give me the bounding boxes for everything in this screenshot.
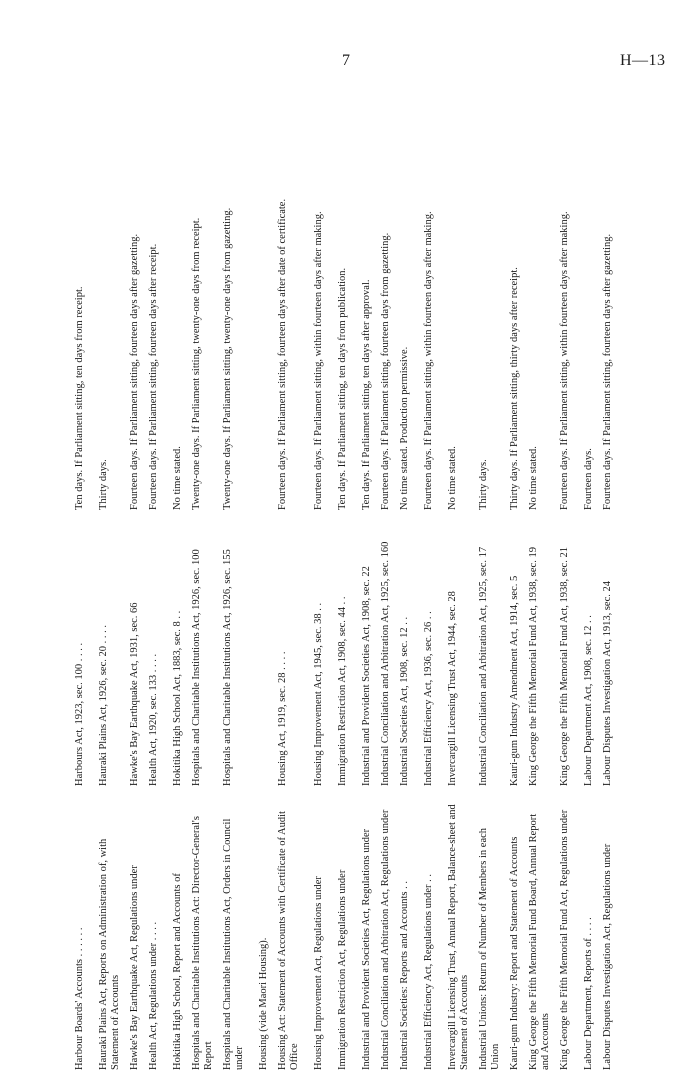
return-title: Industrial and Provident Societies Act, Regulations under: [361, 828, 372, 1070]
table-row: [423, 85, 435, 1070]
table-row: [98, 85, 122, 1070]
table-row: [583, 85, 595, 1070]
statutory-authority: Labour Department Act, 1908, sec. 12 . .: [583, 615, 594, 786]
paper-code: H—13: [620, 52, 666, 69]
return-title: Hospitals and Charitable Institutions Act, Orders in Council under: [222, 818, 245, 1070]
return-title: Industrial Efficiency Act, Regulations under . .: [423, 873, 434, 1070]
statutory-authority: Hauraki Plains Act, 1926, sec. 20 . . . .: [98, 625, 109, 786]
time-for-presentation: No time stated.: [172, 446, 183, 510]
statutory-authority: Industrial and Provident Societies Act, 1908, sec. 22: [361, 566, 372, 786]
statutory-authority: Health Act, 1920, sec. 133 . . . .: [148, 653, 159, 786]
time-for-presentation: Ten days. If Parliament sitting, ten days from publication.: [337, 267, 348, 510]
table-row: [602, 85, 614, 1070]
time-for-presentation: Ten days. If Parliament sitting, ten days from receipt.: [74, 286, 85, 510]
time-for-presentation: Ten days. If Parliament sitting, ten days after approval.: [361, 279, 372, 510]
return-title: Hawke's Bay Earthquake Act, Regulations under: [129, 865, 140, 1070]
return-title: Hauraki Plains Act, Reports on Administration of, with Statement of Accounts: [98, 838, 121, 1070]
return-title: Immigration Restriction Act, Regulations under: [337, 869, 348, 1070]
table-row: [509, 85, 521, 1070]
statutory-authority: Hawke's Bay Earthquake Act, 1931, sec. 66: [129, 602, 140, 786]
statutory-authority: Hokitika High School Act, 1883, sec. 8 . .: [172, 610, 183, 786]
time-for-presentation: Fourteen days. If Parliament sitting, fourteen days after receipt.: [148, 243, 159, 510]
table-row: [399, 85, 411, 1070]
statutory-returns-table: [62, 85, 682, 1070]
time-for-presentation: Fourteen days. If Parliament sitting, fourteen days after date of certificate.: [277, 198, 288, 510]
statutory-authority: Hospitals and Charitable Institutions Act, 1926, sec. 100: [191, 549, 202, 786]
table-row: [129, 85, 141, 1070]
return-title: Invercargill Licensing Trust, Annual Report, Balance-sheet and Statement of Accounts: [447, 804, 470, 1070]
time-for-presentation: Fourteen days.: [583, 448, 594, 510]
time-for-presentation: Thirty days.: [98, 459, 109, 510]
statutory-authority: Invercargill Licensing Trust Act, 1944, sec. 28: [447, 591, 458, 786]
time-for-presentation: Fourteen days. If Parliament sitting, fourteen days after gazetting.: [602, 233, 613, 510]
return-title: Housing Improvement Act, Regulations under: [313, 876, 324, 1070]
statutory-authority: King George the Fifth Memorial Fund Act, 1938, sec. 19: [528, 547, 539, 786]
table-row: [74, 85, 86, 1070]
table-row: [559, 85, 571, 1070]
time-for-presentation: No time stated. Production permissive.: [399, 346, 410, 510]
return-title: Housing Act: Statement of Accounts with Certificate of Audit Office: [277, 811, 300, 1070]
table-row: [222, 85, 246, 1070]
time-for-presentation: Fourteen days. If Parliament sitting, within fourteen days after making.: [423, 211, 434, 510]
time-for-presentation: Twenty-one days. If Parliament sitting, twenty-one days from gazetting.: [222, 207, 233, 510]
statutory-authority: Industrial Societies Act, 1908, sec. 12 . .: [399, 616, 410, 786]
table-row: [172, 85, 184, 1070]
time-for-presentation: Fourteen days. If Parliament sitting, within fourteen days after making.: [559, 211, 570, 510]
return-title: King George the Fifth Memorial Fund Act, Regulations under: [559, 809, 570, 1070]
time-for-presentation: No time stated.: [447, 446, 458, 510]
statutory-authority: Housing Improvement Act, 1945, sec. 38 . .: [313, 602, 324, 786]
return-title: King George the Fifth Memorial Fund Board, Annual Report and Accounts: [528, 813, 551, 1070]
time-for-presentation: Thirty days.: [478, 459, 489, 510]
statutory-authority: Kauri-gum Industry Amendment Act, 1914, sec. 5: [509, 575, 520, 786]
statutory-authority: Housing Act, 1919, sec. 28 . . . .: [277, 651, 288, 786]
statutory-authority: Immigration Restriction Act, 1908, sec. 44 . .: [337, 596, 348, 786]
statutory-authority: Industrial Efficiency Act, 1936, sec. 26 . .: [423, 611, 434, 786]
table-row: [258, 85, 270, 1070]
return-title: Industrial Conciliation and Arbitration Act, Regulations under: [380, 809, 391, 1070]
table-row: [191, 85, 215, 1070]
statutory-authority: Industrial Conciliation and Arbitration Act, 1925, sec. 17: [478, 546, 489, 786]
return-title: Health Act, Regulations under . . . .: [148, 921, 159, 1070]
table-row: [277, 85, 301, 1070]
table-row: [313, 85, 325, 1070]
table-row: [337, 85, 349, 1070]
statutory-authority: Harbours Act, 1923, sec. 100 . . . .: [74, 642, 85, 786]
return-title: Kauri-gum Industry: Report and Statement of Accounts: [509, 836, 520, 1070]
statutory-authority: Labour Disputes Investigation Act, 1913, sec. 24: [602, 580, 613, 786]
time-for-presentation: Twenty-one days. If Parliament sitting, twenty-one days from receipt.: [191, 217, 202, 510]
table-row: [361, 85, 373, 1070]
return-title: Industrial Unions: Return of Number of Members in each Union: [478, 827, 501, 1070]
time-for-presentation: Fourteen days. If Parliament sitting, within fourteen days after making.: [313, 211, 324, 510]
statutory-authority: [258, 524, 270, 786]
return-title: Labour Department, Reports of . . . .: [583, 917, 594, 1070]
statutory-authority: Industrial Conciliation and Arbitration Act, 1925, sec. 160: [380, 541, 391, 786]
page-number: 7: [342, 52, 350, 69]
table-row: [447, 85, 471, 1070]
return-title: Housing (vide Maori Housing).: [258, 937, 269, 1070]
return-title: Hospitals and Charitable Institutions Act: Director-General's Report: [191, 816, 214, 1070]
table-row: [478, 85, 502, 1070]
statutory-authority: King George the Fifth Memorial Fund Act, 1938, sec. 21: [559, 547, 570, 786]
return-title: Industrial Societies: Reports and Accounts . .: [399, 881, 410, 1070]
statutory-authority: Hospitals and Charitable Institutions Act, 1926, sec. 155: [222, 549, 233, 786]
time-for-presentation: Thirty days. If Parliament sitting, thirty days after receipt.: [509, 267, 520, 510]
table-row: [528, 85, 552, 1070]
return-title: Harbour Boards' Accounts . . . . . .: [74, 927, 85, 1070]
time-for-presentation: [258, 110, 270, 510]
time-for-presentation: Fourteen days. If Parliament sitting, fourteen days from gazetting.: [380, 232, 391, 510]
table-row: [380, 85, 392, 1070]
return-title: Labour Disputes Investigation Act, Regulations under: [602, 843, 613, 1070]
table-row: [148, 85, 160, 1070]
time-for-presentation: Fourteen days. If Parliament sitting, fourteen days after gazetting.: [129, 233, 140, 510]
time-for-presentation: No time stated.: [528, 446, 539, 510]
return-title: Hokitika High School, Report and Accounts of: [172, 873, 183, 1070]
